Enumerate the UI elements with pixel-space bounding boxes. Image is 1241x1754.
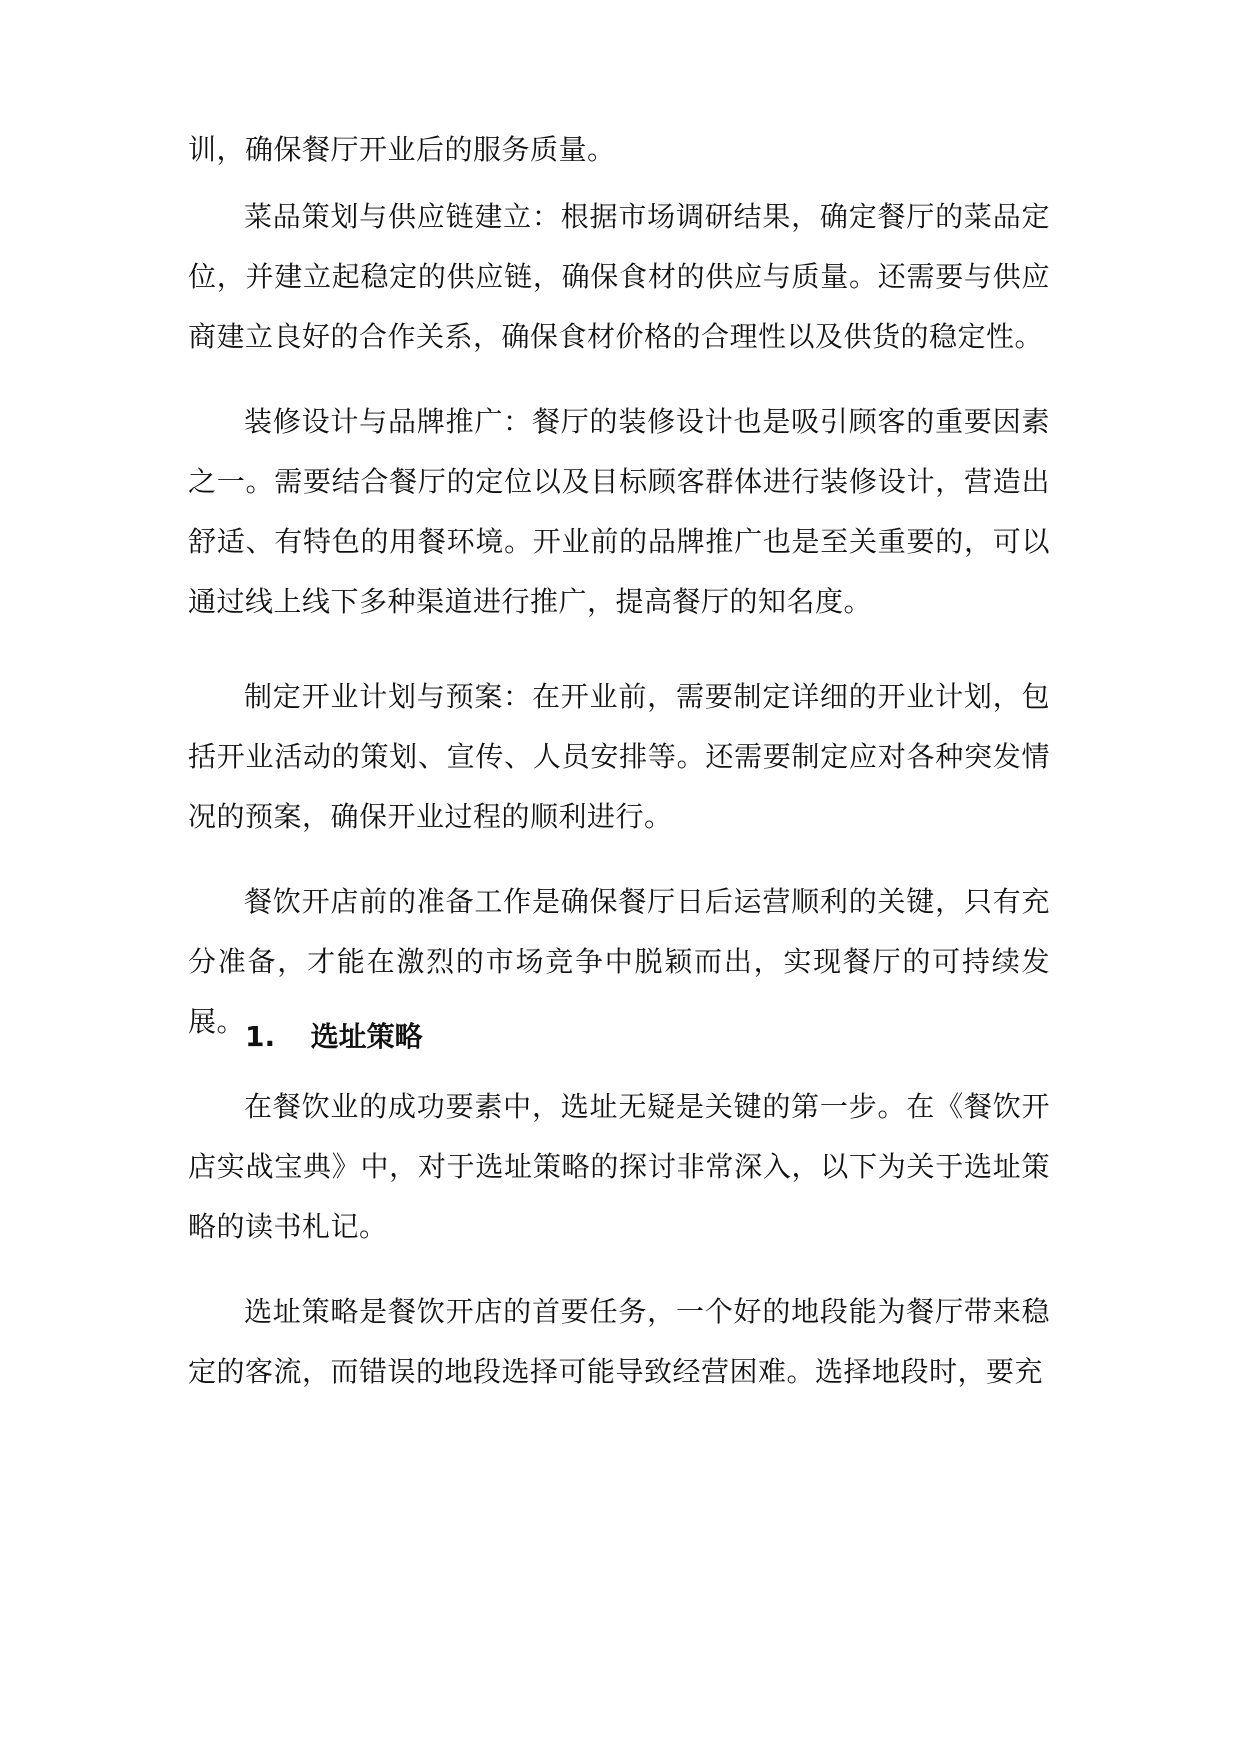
paragraph-decoration-branding: 装修设计与品牌推广：餐厅的装修设计也是吸引顾客的重要因素之一。需要结合餐厅的定位以及目标顾客群体进行装修设计，营造出舒适、有特色的用餐环境。开业前的品牌推广也是至关重要的，可以通过线上线下多种渠道进行推广，提高餐厅的知名度。 bbox=[188, 405, 1050, 618]
paragraph-conclusion: 餐饮开店前的准备工作是确保餐厅日后运营顺利的关键，只有充分准备，才能在激烈的市场竞争中脱颖而出，实现餐厅的可持续发展。 bbox=[188, 885, 1050, 1038]
paragraph-site-selection-detail: 选址策略是餐饮开店的首要任务，一个好的地段能为餐厅带来稳定的客流，而错误的地段选择可能导致经营困难。选择地段时，要充 bbox=[188, 1295, 1050, 1388]
section-heading bbox=[245, 1007, 945, 1067]
section-title: 选址策略 bbox=[310, 1020, 423, 1053]
paragraph-continuation: 训，确保餐厅开业后的服务质量。 bbox=[188, 133, 616, 166]
section-number: 1. bbox=[245, 1020, 276, 1053]
paragraph-menu-supply-chain: 菜品策划与供应链建立：根据市场调研结果，确定餐厅的菜品定位，并建立起稳定的供应链，确保食材的供应与质量。还需要与供应商建立良好的合作关系，确保食材价格的合理性以及供货的稳定性。 bbox=[188, 200, 1050, 353]
paragraph-opening-plan: 制定开业计划与预案：在开业前，需要制定详细的开业计划，包括开业活动的策划、宣传、人员安排等。还需要制定应对各种突发情况的预案，确保开业过程的顺利进行。 bbox=[188, 680, 1050, 833]
paragraph-site-selection-intro: 在餐饮业的成功要素中，选址无疑是关键的第一步。在《餐饮开店实战宝典》中，对于选址策略的探讨非常深入，以下为关于选址策略的读书札记。 bbox=[188, 1090, 1050, 1243]
